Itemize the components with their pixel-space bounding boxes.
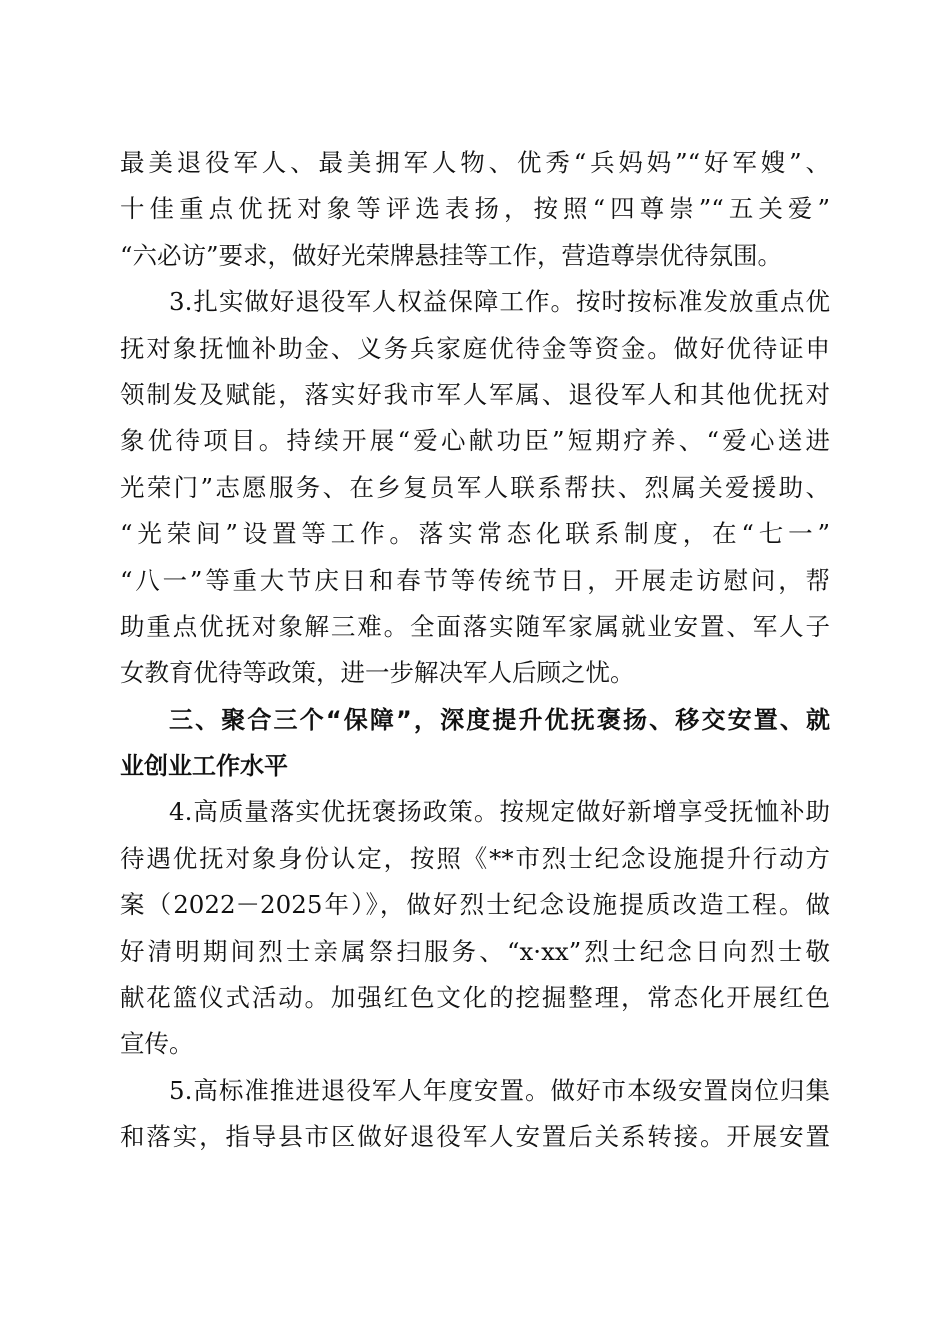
document-page xyxy=(120,140,830,1161)
text-line: 十佳重点优抚对象等评选表扬，按照“四尊崇”“五关爱” xyxy=(120,194,830,224)
text-line: 案（2022－2025年）》，做好烈士纪念设施提质改造工程。做 xyxy=(120,890,830,920)
text-line: “光荣间”设置等工作。落实常态化联系制度，在“七一” xyxy=(120,519,830,549)
text-line: 领制发及赋能，落实好我市军人军属、退役军人和其他优抚对 xyxy=(120,379,830,409)
text-line: 和落实，指导县市区做好退役军人安置后关系转接。开展安置 xyxy=(120,1122,830,1152)
section-heading-3 xyxy=(120,697,830,790)
text-line: “八一”等重大节庆日和春节等传统节日，开展走访慰问，帮 xyxy=(120,565,830,595)
paragraph-item-4 xyxy=(120,789,830,1067)
text-line: 象优待项目。持续开展“爱心献功臣”短期疗养、“爱心送进 xyxy=(120,426,830,456)
text-line: 女教育优待等政策，进一步解决军人后顾之忧。 xyxy=(120,658,635,688)
text-line: 好清明期间烈士亲属祭扫服务、“x·xx”烈士纪念日向烈士敬 xyxy=(120,936,830,966)
paragraph-honors xyxy=(120,140,830,279)
heading-line: 业创业工作水平 xyxy=(120,752,288,781)
heading-line: 三、聚合三个“保障”，深度提升优抚褒扬、移交安置、就 xyxy=(169,705,830,734)
text-line: 4.高质量落实优抚褒扬政策。按规定做好新增享受抚恤补助 xyxy=(169,797,830,827)
text-line: 献花篮仪式活动。加强红色文化的挖掘整理，常态化开展红色 xyxy=(120,983,830,1013)
paragraph-item-3 xyxy=(120,279,830,697)
text-line: 光荣门”志愿服务、在乡复员军人联系帮扶、烈属关爱援助、 xyxy=(120,472,830,502)
text-line: 最美退役军人、最美拥军人物、优秀“兵妈妈”“好军嫂”、 xyxy=(120,148,830,177)
text-line: 助重点优抚对象解三难。全面落实随军家属就业安置、军人子 xyxy=(120,611,830,641)
paragraph-item-5 xyxy=(120,1068,830,1161)
text-line: 宣传。 xyxy=(120,1029,194,1059)
text-line: 3.扎实做好退役军人权益保障工作。按时按标准发放重点优 xyxy=(169,287,830,317)
text-line: 5.高标准推进退役军人年度安置。做好市本级安置岗位归集 xyxy=(169,1075,830,1105)
text-line: 抚对象抚恤补助金、义务兵家庭优待金等资金。做好优待证申 xyxy=(120,333,830,363)
text-line: 待遇优抚对象身份认定，按照《**市烈士纪念设施提升行动方 xyxy=(120,843,830,873)
text-line: “六必访”要求，做好光荣牌悬挂等工作，营造尊崇优待氛围。 xyxy=(120,240,783,270)
